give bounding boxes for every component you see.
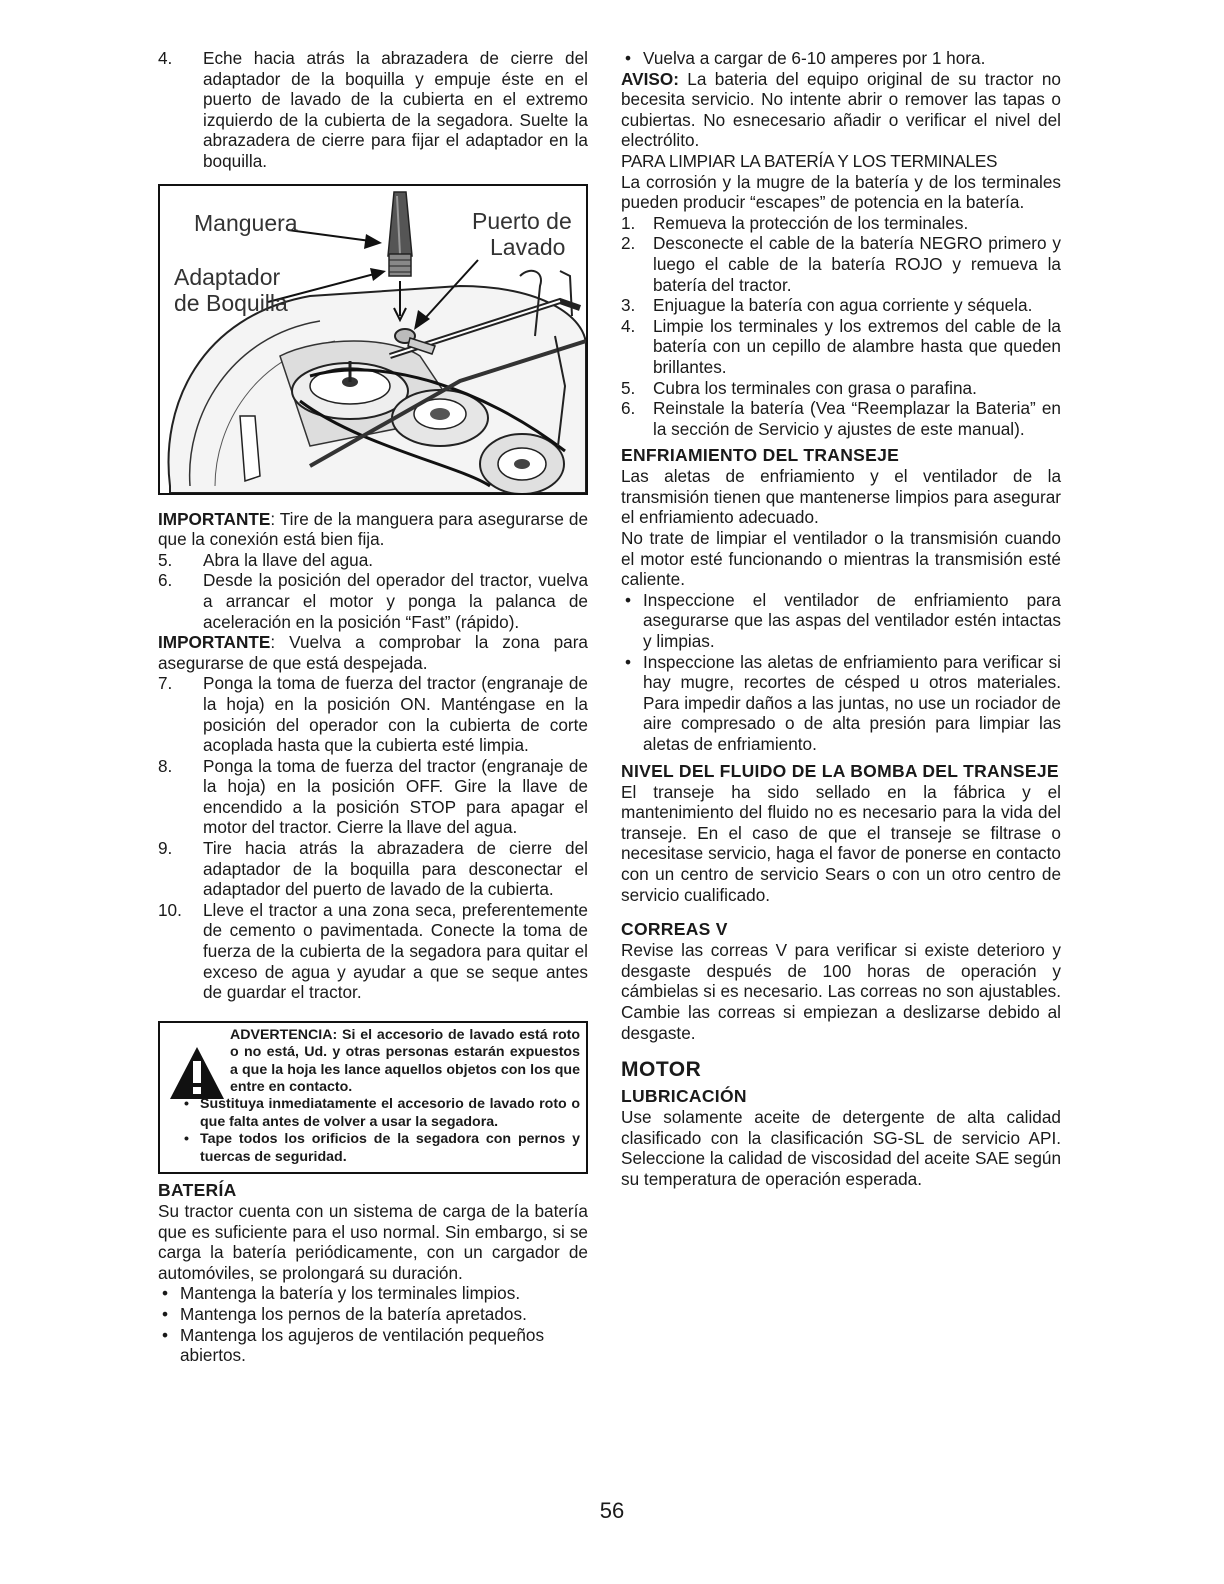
clean-battery-heading: PARA LIMPIAR LA BATERÍA Y LOS TERMINALES	[621, 150, 998, 171]
right-column	[621, 48, 1061, 1190]
list-item: • Sustituya inmediatamente el accesorio de lavado roto o que falta antes de volver a usar la segadora.	[184, 1096, 580, 1131]
v-belts-heading: CORREAS V	[621, 919, 728, 940]
list-item: • Tape todos los orificios de la segadora con pernos y tuercas de seguridad.	[184, 1131, 580, 1166]
list-item: 7. Ponga la toma de fuerza del tractor (engranaje de la hoja) en la posición ON. Manténgase en la posición del operador con la cubierta de corte acoplada hasta que la cubierta esté limpia.	[158, 673, 588, 756]
list-item: • Mantenga los pernos de la batería apretados.	[158, 1304, 588, 1325]
left-column	[158, 48, 588, 1366]
important-note-2: IMPORTANTE: Vuelva a comprobar la zona para asegurarse de que está despejada.	[158, 632, 588, 673]
nozzle-adapter-label-line1: Adaptador	[174, 263, 281, 290]
battery-heading: BATERÍA	[158, 1180, 237, 1201]
warning-bullets	[184, 1096, 580, 1166]
list-item: • Mantenga los agujeros de ventilación pequeños abiertos.	[158, 1325, 588, 1366]
step-list-intro	[158, 48, 588, 172]
battery-bullets	[158, 1283, 588, 1365]
battery-text: Su tractor cuenta con un sistema de carga de la batería que es suficiente para el uso normal. Sin embargo, si se carga la batería periódicamente, con un cargador de automóviles, se prolongará su duración.	[158, 1201, 588, 1283]
step-list-a	[158, 550, 588, 632]
list-item: 2. Desconecte el cable de la batería NEGRO primero y luego el cable de la batería ROJO y remueva la batería del tractor.	[621, 233, 1061, 295]
transaxle-cooling-p1: Las aletas de enfriamiento y el ventilador de la transmisión tienen que mantenerse limpios para asegurar el enfriamiento adecuado.	[621, 466, 1061, 528]
transaxle-cooling-heading: ENFRIAMIENTO DEL TRANSEJE	[621, 445, 900, 466]
v-belts-text: Revise las correas V para verificar si existe deterioro y desgaste después de 100 horas de operación y cámbielas si es necesario. Las correas no son ajustables. Cambie las correas si empiezan a deslizarse debido al desgaste.	[621, 940, 1061, 1043]
page-number: 56	[599, 1498, 625, 1523]
list-item: 3. Enjuague la batería con agua corriente y séquela.	[621, 295, 1033, 316]
list-item: • Inspeccione las aletas de enfriamiento para verificar si hay mugre, recortes de césped u otros materiales. Para impedir daños a las juntas, no use un rociador de aire compresado o de alta presión para limpiar las aletas de enfriamiento.	[621, 652, 1061, 755]
list-item: • Mantenga la batería y los terminales limpios.	[158, 1283, 588, 1304]
list-item: 6. Desde la posición del operador del tractor, vuelva a arrancar el motor y ponga la palanca de aceleración en la posición “Fast” (rápido).	[158, 570, 588, 632]
warning-triangle-icon	[168, 1045, 226, 1101]
list-item: 10. Lleve el tractor a una zona seca, preferentemente de cemento o pavimentada. Conecte la toma de fuerza de la cubierta de la segadora para quitar el exceso de agua y ayudar a que se seque antes de guardar el tractor.	[158, 899, 588, 1003]
notice-paragraph: AVISO: La bateria del equipo original de su tractor no becesita servicio. No intente abrir o remover las tapas o cubiertas. No esnecesario añadir o verificar el nivel del electrólito.	[621, 68, 1061, 151]
list-item: 4. Eche hacia atrás la abrazadera de cierre del adaptador de la boquilla y empuje éste en el puerto de lavado de la cubierta en el extremo izquierdo de la cubierta de la segadora. Suelte la abrazadera de cierre para fijar el adaptador en la boquilla.	[158, 48, 588, 171]
important-note-1: IMPORTANTE: Tire de la manguera para asegurarse de que la conexión está bien fija.	[158, 508, 588, 550]
nozzle-adapter-label-line2: de Boquilla	[174, 289, 288, 316]
wash-port-label-line2: Lavado	[490, 233, 566, 260]
charge-bullet-list	[621, 48, 1061, 69]
warning-box	[158, 1021, 588, 1174]
step-list-b	[158, 673, 588, 1003]
pump-fluid-text: El transeje ha sido sellado en la fábrica y el mantenimiento del fluido no es necesario para la vida del transeje. En el caso de que el transeje se filtrase o necesitase servicio, haga el favor de ponerse en contacto con un centro de servicio Sears o con un otro centro de servicio cualificado.	[621, 781, 1061, 905]
list-item: 4. Limpie los terminales y los extremos del cable de la batería con un cepillo de alambre hasta que queden brillantes.	[621, 315, 1061, 377]
list-item: 6. Reinstale la batería (Vea “Reemplazar la Bateria” en la sección de Servicio y ajustes de este manual).	[621, 398, 1061, 439]
wash-port-figure	[158, 184, 588, 495]
list-item: 1. Remueva la protección de los terminales.	[621, 212, 969, 233]
warning-text: ADVERTENCIA: Si el accesorio de lavado está roto o no está, Ud. y otras personas estarán expuestos a que la hoja les lance aquellos objetos con los que entre en contacto.	[230, 1026, 580, 1096]
list-item: • Vuelva a cargar de 6-10 amperes por 1 hora.	[621, 48, 1061, 69]
transaxle-cooling-bullets	[621, 590, 1061, 755]
list-item: 8. Ponga la toma de fuerza del tractor (engranaje de la hoja) en la posición OFF. Gire la llave de encendido a la posición STOP para apagar el motor del tractor. Cierre la llave del agua.	[158, 755, 588, 838]
clean-battery-intro: La corrosión y la mugre de la batería y de los terminales pueden producir “escapes” de potencia en la batería.	[621, 171, 1061, 213]
list-item: 5. Abra la llave del agua.	[158, 549, 374, 570]
lubrication-heading: LUBRICACIÓN	[621, 1086, 747, 1107]
list-item: 5. Cubra los terminales con grasa o parafina.	[621, 377, 977, 398]
wash-port-label-line1: Puerto de	[472, 207, 572, 234]
list-item: • Inspeccione el ventilador de enfriamiento para asegurarse que las aspas del ventilador estén intactas y limpias.	[621, 590, 1061, 652]
motor-heading: MOTOR	[621, 1058, 702, 1082]
hose-label: Manguera	[194, 209, 298, 236]
lubrication-text: Use solamente aceite de detergente de alta calidad clasificado con la clasificación SG-SL de servicio API. Seleccione la calidad de viscosidad del aceite SAE según su temperatura de operación esperada.	[621, 1107, 1061, 1189]
list-item: 9. Tire hacia atrás la abrazadera de cierre del adaptador de la boquilla para desconectar el adaptador del puerto de lavado de la cubierta.	[158, 838, 588, 900]
pump-fluid-heading: NIVEL DEL FLUIDO DE LA BOMBA DEL TRANSEJE	[621, 760, 1059, 781]
clean-battery-steps	[621, 213, 1061, 440]
transaxle-cooling-p2: No trate de limpiar el ventilador o la transmisión cuando el motor esté funcionando o mientras la transmisión esté caliente.	[621, 528, 1061, 590]
